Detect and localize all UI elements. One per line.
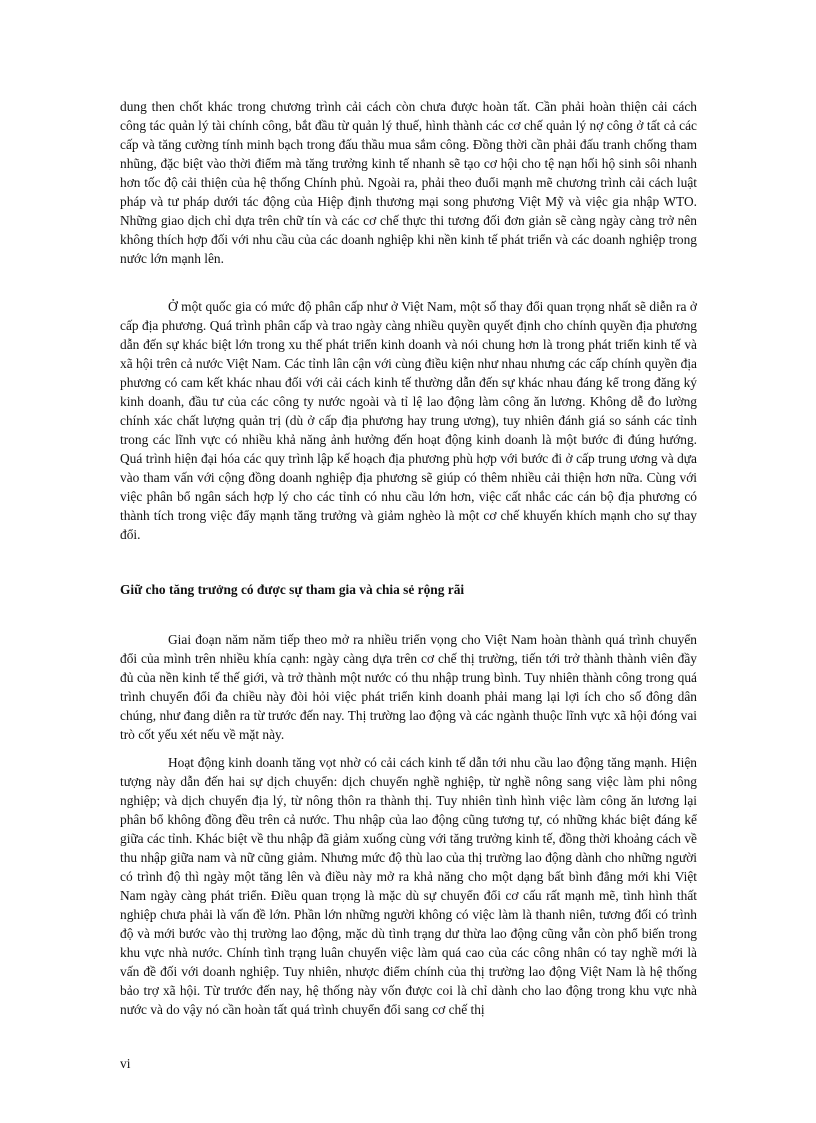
page-number: vi: [120, 1056, 131, 1071]
body-paragraph: Ở một quốc gia có mức độ phân cấp như ở Việt Nam, một số thay đổi quan trọng nhất sẽ diễn ra ở cấp địa phương. Quá trình phân cấp và trao ngày càng nhiều quyền quyết định cho chính quyền địa phương dẫn đến sự khác biệt lớn trong xu thế phát triển kinh doanh và nói chung hơn là trong phát triển kinh tế và xã hội trên cả nước Việt Nam. Các tỉnh lân cận với cùng điều kiện như nhau nhưng các cấp chính quyền địa phương có cam kết khác nhau đối với cải cách kinh tế thường dẫn đến sự khác nhau đáng kể trong đăng ký kinh doanh, đầu tư của các công ty nước ngoài và tỉ lệ lao động làm công ăn lương. Không dễ đo lường chính xác chất lượng quản trị (dù ở cấp địa phương hay trung ương), tuy nhiên đánh giá so sánh các tỉnh trong các lĩnh vực có nhiều khả năng ảnh hưởng đến hoạt động kinh doanh là một bước đi đúng hướng. Quá trình hiện đại hóa các quy trình lập kế hoạch địa phương phù hợp với bước đi ở cấp trung ương và dựa vào tham vấn với cộng đồng doanh nghiệp địa phương sẽ giúp có thêm nhiều cải thiện hơn nữa. Cùng với việc phân bổ ngân sách hợp lý cho các tỉnh có nhu cầu lớn hơn, việc cất nhắc các cán bộ địa phương có thành tích trong việc đẩy mạnh tăng trưởng và giảm nghèo là một cơ chế khuyến khích mạnh cho sự thay đổi.: [120, 299, 697, 542]
body-paragraph: Hoạt động kinh doanh tăng vọt nhờ có cải cách kinh tế dẫn tới nhu cầu lao động tăng mạnh. Hiện tượng này dẫn đến hai sự dịch chuyển: dịch chuyển nghề nghiệp, từ nghề nông sang việc làm phi nông nghiệp; và dịch chuyển địa lý, từ nông thôn ra thành thị. Tuy nhiên tình hình việc làm công ăn lương lại phân bổ không đồng đều trên cả nước. Thu nhập của lao động cũng tương tự, có những khác biệt đáng kể giữa các tỉnh. Khác biệt về thu nhập đã giảm xuống cùng với tăng trưởng kinh tế, đồng thời khoảng cách về thu nhập giữa nam và nữ cũng giảm. Nhưng mức độ thù lao của thị trường lao động dành cho những người có trình độ thì ngày một tăng lên và điều này mở ra khả năng cho một dạng bất bình đẳng mới khi Việt Nam ngày càng phát triển. Điều quan trọng là mặc dù sự chuyển đổi cơ cấu rất mạnh mẽ, tình hình thất nghiệp chưa phải là vấn đề lớn. Phần lớn những người không có việc làm là thanh niên, tương đối có trình độ và mới bước vào thị trường lao động, mặc dù tình trạng dư thừa lao động cũng vẫn còn phổ biến trong khu vực nhà nước. Chính tình trạng luân chuyển việc làm quá cao của các công nhân có tay nghề mới là vấn đề đối với doanh nghiệp. Tuy nhiên, nhược điểm chính của thị trường lao động Việt Nam là hệ thống bảo trợ xã hội. Từ trước đến nay, hệ thống này vốn được coi là chỉ dành cho lao động trong khu vực nhà nước và do vậy nó cần hoàn tất quá trình chuyển đổi sang cơ chế thị: [120, 755, 697, 1017]
body-paragraph: Giai đoạn năm năm tiếp theo mở ra nhiều triển vọng cho Việt Nam hoàn thành quá trình chuyển đổi của mình trên nhiều khía cạnh: ngày càng dựa trên cơ chế thị trường, tiến tới trở thành thành viên đầy đủ của nền kinh tế thế giới, và trở thành một nước có thu nhập trung bình. Tuy nhiên thành công trong quá trình chuyển đổi đa chiều này đòi hỏi việc phát triển kinh doanh phải mang lại lợi ích cho số đông dân chúng, như đang diễn ra từ trước đến nay. Thị trường lao động và các ngành thuộc lĩnh vực xã hội đóng vai trò cốt yếu xét nếu về mặt này.: [120, 632, 697, 742]
section-heading: Giữ cho tăng trưởng có được sự tham gia và chia sẻ rộng rãi: [120, 582, 465, 597]
body-paragraph: dung then chốt khác trong chương trình cải cách còn chưa được hoàn tất. Cần phải hoàn thiện cải cách công tác quản lý tài chính công, bắt đầu từ quản lý thuế, hình thành các cơ chế quản lý nợ công ở tất cả các cấp và tăng cường tính minh bạch trong đấu thầu mua sắm công. Đồng thời cần phải đấu tranh chống tham nhũng, đặc biệt vào thời điểm mà tăng trưởng kinh tế nhanh sẽ tạo cơ hội cho tệ nạn hối hộ sinh sôi nhanh hơn tốc độ cải thiện của hệ thống Chính phủ. Ngoài ra, phải theo đuổi mạnh mẽ chương trình cải cách luật pháp và tư pháp dưới tác động của Hiệp định thương mại song phương Việt Mỹ và việc gia nhập WTO. Những giao dịch chỉ dựa trên chữ tín và các cơ chế thực thi tương đối đơn giản sẽ càng ngày càng trở nên không thích hợp đối với nhu cầu của các doanh nghiệp khi nền kinh tế phát triển và các doanh nghiệp trong nước lớn mạnh lên.: [120, 99, 697, 266]
